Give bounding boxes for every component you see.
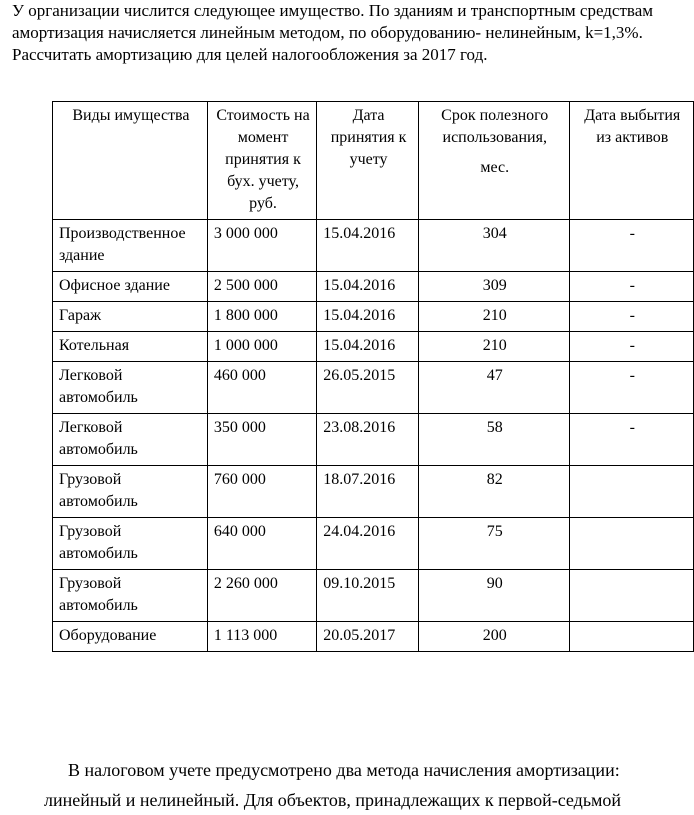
header-type: Виды имущества [53,102,208,220]
cell-life: 82 [418,466,569,518]
header-life-text: Срок полезного использования, [441,107,549,146]
cell-date: 23.08.2016 [317,414,419,466]
cell-date: 15.04.2016 [317,220,419,272]
cell-life: 210 [418,332,569,362]
cell-date: 20.05.2017 [317,622,419,652]
cell-type: Производственное здание [53,220,208,272]
header-life [418,102,569,220]
cell-disposal: - [569,362,693,414]
cell-life: 58 [418,414,569,466]
outro-paragraph [44,755,684,815]
cell-disposal [569,466,693,518]
header-date: Дата принятия к учету [317,102,419,220]
cell-type: Гараж [53,302,208,332]
header-disposal: Дата выбытия из активов [569,102,693,220]
outro-text: В налоговом учете предусмотрено два метода начисления амортизации: линейный и нелинейный. Для объектов, принадлежащих к первой-седьмой [44,760,622,810]
assets-table [52,101,694,652]
cell-cost: 1 113 000 [207,622,316,652]
cell-date: 24.04.2016 [317,518,419,570]
cell-type: Легковой автомобиль [53,414,208,466]
cell-disposal [569,622,693,652]
cell-life: 210 [418,302,569,332]
table-row [53,622,694,652]
cell-cost: 1 800 000 [207,302,316,332]
cell-cost: 350 000 [207,414,316,466]
cell-life: 200 [418,622,569,652]
table-row [53,272,694,302]
cell-type: Грузовой автомобиль [53,518,208,570]
cell-cost: 460 000 [207,362,316,414]
cell-date: 15.04.2016 [317,302,419,332]
table-row [53,220,694,272]
cell-disposal [569,570,693,622]
cell-life: 304 [418,220,569,272]
intro-paragraph: У организации числится следующее имущество. По зданиям и транспортным средствам амортизация начисляется линейным методом, по оборудованию- нелинейным, k=1,3%. Рассчитать амортизацию для целей налогообложения за 2017 год. [12,1,654,64]
header-life-unit: мес. [480,159,510,176]
cell-life: 47 [418,362,569,414]
cell-type: Оборудование [53,622,208,652]
cell-disposal [569,518,693,570]
table-row [53,332,694,362]
cell-life: 309 [418,272,569,302]
header-cost: Стоимость на момент принятия к бух. учету, руб. [207,102,316,220]
cell-disposal: - [569,414,693,466]
cell-cost: 3 000 000 [207,220,316,272]
table-row [53,362,694,414]
cell-type: Грузовой автомобиль [53,466,208,518]
cell-type: Котельная [53,332,208,362]
cell-type: Легковой автомобиль [53,362,208,414]
cell-disposal: - [569,220,693,272]
cell-date: 15.04.2016 [317,272,419,302]
cell-life: 90 [418,570,569,622]
cell-type: Грузовой автомобиль [53,570,208,622]
cell-cost: 2 500 000 [207,272,316,302]
cell-disposal: - [569,272,693,302]
cell-date: 09.10.2015 [317,570,419,622]
cell-type: Офисное здание [53,272,208,302]
cell-cost: 760 000 [207,466,316,518]
cell-life: 75 [418,518,569,570]
table-row [53,518,694,570]
table-header-row [53,102,694,220]
cell-date: 26.05.2015 [317,362,419,414]
cell-date: 18.07.2016 [317,466,419,518]
table-row [53,414,694,466]
cell-disposal: - [569,332,693,362]
table-row [53,570,694,622]
cell-cost: 1 000 000 [207,332,316,362]
cell-disposal: - [569,302,693,332]
table-row [53,466,694,518]
cell-cost: 2 260 000 [207,570,316,622]
cell-date: 15.04.2016 [317,332,419,362]
cell-cost: 640 000 [207,518,316,570]
table-row [53,302,694,332]
